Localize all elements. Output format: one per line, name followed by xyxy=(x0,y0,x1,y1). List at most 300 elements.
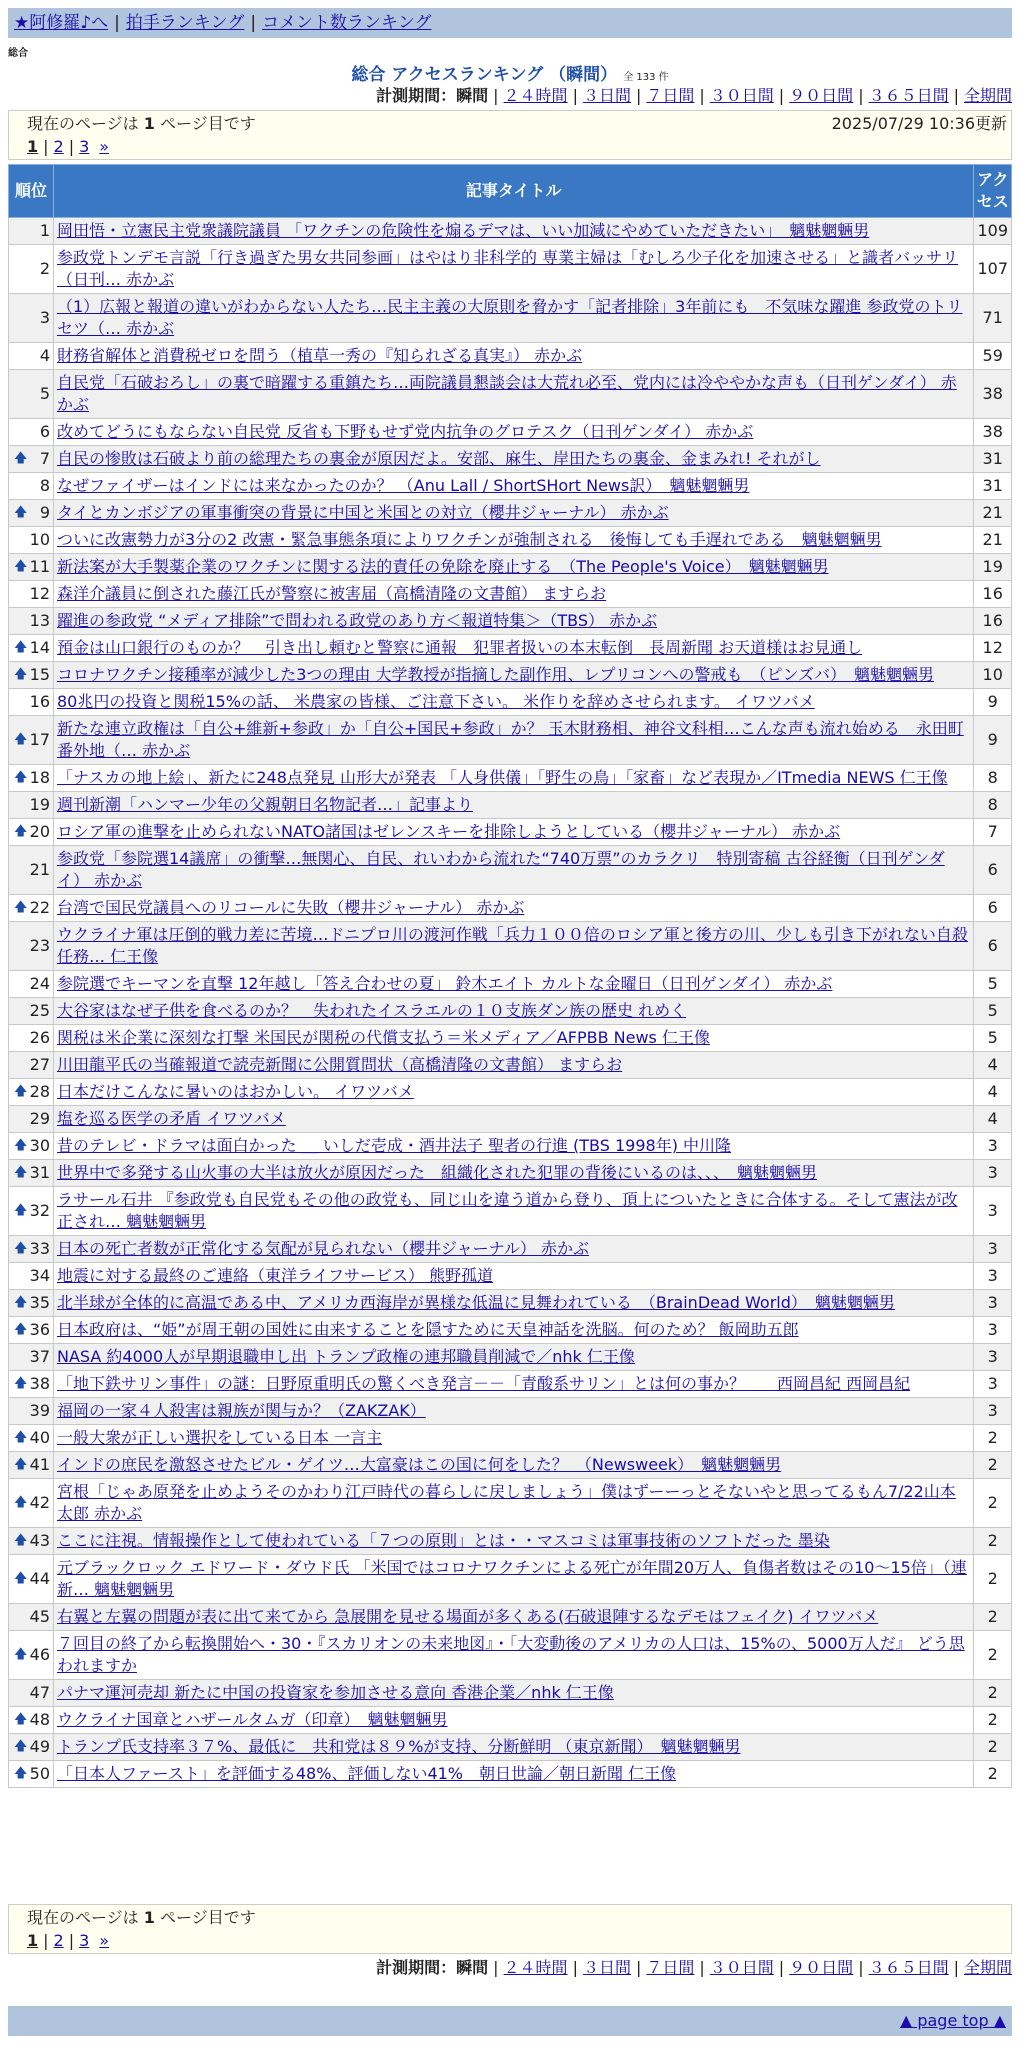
article-link[interactable]: 「ナスカの地上絵」、新たに248点発見 山形大が発表 「人身供儀」「野生の鳥」「家畜」など表現か／ITmedia NEWS 仁王像 xyxy=(57,768,948,787)
period-link-0[interactable]: ２４時間 xyxy=(503,1958,568,1977)
table-row xyxy=(9,1631,1012,1680)
access-count: 2 xyxy=(974,1452,1012,1479)
up-arrow-icon: 🡅 xyxy=(14,559,28,574)
rank-cell xyxy=(9,846,54,895)
article-link[interactable]: 地震に対する最終のご連絡（東洋ライフサービス） 熊野孤道 xyxy=(57,1266,494,1285)
rank-number: 36 xyxy=(29,1320,50,1339)
article-link[interactable]: 参政党「参院選14議席」の衝撃…無関心、自民、れいわから流れた“740万票”のカラクリ 特別寄稿 古谷経衡（日刊ゲンダイ） 赤かぶ xyxy=(57,849,945,890)
period-link-6[interactable]: 全期間 xyxy=(963,86,1012,105)
access-count: 21 xyxy=(974,527,1012,554)
rank-number: 41 xyxy=(29,1455,50,1474)
article-link[interactable]: ７回目の終了から転換開始へ・30・『スカリオンの未来地図』・「大変動後のアメリカの人口は、15%の、5000万人だ』 どう思われますか xyxy=(57,1634,965,1675)
access-count: 16 xyxy=(974,608,1012,635)
page-info-top xyxy=(8,110,1012,160)
title-cell xyxy=(54,1371,974,1398)
pager-next-link[interactable]: » xyxy=(99,1931,110,1950)
title-cell xyxy=(54,689,974,716)
article-link[interactable]: 日本の死亡者数が正常化する気配が見られない（櫻井ジャーナル） 赤かぶ xyxy=(57,1239,589,1258)
article-link[interactable]: （1）広報と報道の違いがわからない人たち…民主主義の大原則を脅かす「記者排除」3年前にも 不気味な躍進 参政党のトリセツ（… 赤かぶ xyxy=(57,297,963,338)
article-link[interactable]: 塩を巡る医学の矛盾 イワツバメ xyxy=(57,1109,286,1128)
article-link[interactable]: 昔のテレビ・ドラマは面白かった ＿ いしだ壱成・酒井法子 聖者の行進 (TBS 1998年) 中川隆 xyxy=(57,1136,732,1155)
rank-number: 33 xyxy=(29,1239,50,1258)
ranking-table xyxy=(8,164,1012,1788)
up-arrow-icon: 🡅 xyxy=(14,1571,28,1586)
up-arrow-icon: 🡅 xyxy=(14,1533,28,1548)
rank-number: 45 xyxy=(29,1607,50,1626)
table-row xyxy=(9,473,1012,500)
period-separator: | xyxy=(572,1958,578,1977)
table-row xyxy=(9,343,1012,370)
title-cell xyxy=(54,294,974,343)
rank-cell xyxy=(9,1263,54,1290)
period-separator: | xyxy=(778,86,785,105)
article-link[interactable]: 日本だけこんなに暑いのはおかしい。 イワツバメ xyxy=(57,1082,414,1101)
rank-number: 35 xyxy=(29,1293,50,1312)
rank-cell xyxy=(9,218,54,245)
rank-number: 25 xyxy=(29,1001,50,1020)
rank-number: 22 xyxy=(29,898,50,917)
up-arrow-icon: 🡅 xyxy=(14,824,28,839)
article-link[interactable]: 元ブラックロック エドワード・ダウド氏 「米国ではコロナワクチンによる死亡が年間20万人、負傷者数はその10～15倍」（連新… 魑魅魍魎男 xyxy=(57,1558,967,1599)
rank-cell xyxy=(9,792,54,819)
title-cell xyxy=(54,446,974,473)
table-row xyxy=(9,635,1012,662)
page-status-prefix: 現在のページは xyxy=(27,114,144,133)
table-row xyxy=(9,1452,1012,1479)
title-cell xyxy=(54,554,974,581)
up-arrow-icon: 🡅 xyxy=(14,505,28,520)
article-link[interactable]: ラサール石井 『参政党も自民党もその他の政党も、同じ山を違う道から登り、頂上についたときに合体する。そして憲法が改正され… 魑魅魍魎男 xyxy=(57,1190,958,1231)
rank-number: 6 xyxy=(39,422,50,441)
rank-number: 43 xyxy=(29,1531,50,1550)
access-count: 71 xyxy=(974,294,1012,343)
page-title: 総合 アクセスランキング （瞬間） xyxy=(351,65,618,85)
bottom-bar xyxy=(8,2006,1012,2036)
page-status-number: 1 xyxy=(143,114,155,133)
rank-number: 42 xyxy=(29,1493,50,1512)
article-link[interactable]: 新法案が大手製薬企業のワクチンに関する法的責任の免除を廃止する （The People's Voice） 魑魅魍魎男 xyxy=(57,557,829,576)
ranking-table-body xyxy=(9,218,1012,1788)
pager-link-2[interactable]: 2 xyxy=(53,137,64,156)
article-link[interactable]: 関税は米企業に深刻な打撃 米国民が関税の代償支払う＝米メディア／AFPBB News 仁王像 xyxy=(57,1028,710,1047)
table-row xyxy=(9,1079,1012,1106)
rank-number: 44 xyxy=(29,1569,50,1588)
category-label: 総合 xyxy=(8,48,28,59)
period-separator: | xyxy=(953,86,959,105)
comment-ranking-link[interactable]: コメント数ランキング xyxy=(262,13,432,33)
title-cell xyxy=(54,1734,974,1761)
column-header-label: 順位 xyxy=(14,181,47,200)
rank-number: 19 xyxy=(29,795,50,814)
period-separator: | xyxy=(778,1958,785,1977)
pager-link-3[interactable]: 3 xyxy=(79,137,90,156)
article-link[interactable]: ついに改憲勢力が3分の2 改憲・緊急事態条項によりワクチンが強制される 後悔しても手遅れである 魑魅魍魎男 xyxy=(57,530,882,549)
access-count: 7 xyxy=(974,819,1012,846)
period-link-5[interactable]: ３６５日間 xyxy=(868,86,949,105)
rank-number: 30 xyxy=(29,1136,50,1155)
table-row xyxy=(9,1263,1012,1290)
period-link-2[interactable]: ７日間 xyxy=(646,1958,695,1977)
title-cell xyxy=(54,1452,974,1479)
rank-cell xyxy=(9,765,54,792)
article-link[interactable]: 改めてどうにもならない自民党 反省も下野もせず党内抗争のグロテスク（日刊ゲンダイ） 赤かぶ xyxy=(57,422,754,441)
title-cell xyxy=(54,1479,974,1528)
access-count: 109 xyxy=(974,218,1012,245)
rank-cell xyxy=(9,245,54,294)
access-count: 2 xyxy=(974,1680,1012,1707)
article-link[interactable]: パナマ運河売却 新たに中国の投資家を参加させる意向 香港企業／nhk 仁王像 xyxy=(57,1683,614,1702)
pager-next-link[interactable]: » xyxy=(99,137,110,156)
rank-cell xyxy=(9,1317,54,1344)
title-cell xyxy=(54,608,974,635)
up-arrow-icon: 🡅 xyxy=(14,1241,28,1256)
access-count: 3 xyxy=(974,1317,1012,1344)
title-cell xyxy=(54,1052,974,1079)
rank-number: 18 xyxy=(29,768,50,787)
column-header-rank xyxy=(9,165,54,218)
rank-cell xyxy=(9,1680,54,1707)
rank-cell xyxy=(9,343,54,370)
title-cell xyxy=(54,1604,974,1631)
table-row xyxy=(9,1425,1012,1452)
article-link[interactable]: ウクライナ国章とハザールタムガ（印章） 魑魅魍魎男 xyxy=(57,1710,448,1729)
rank-number: 29 xyxy=(29,1109,50,1128)
table-row xyxy=(9,218,1012,245)
table-row xyxy=(9,1133,1012,1160)
rank-number: 47 xyxy=(29,1683,50,1702)
title-cell xyxy=(54,218,974,245)
access-count: 4 xyxy=(974,1052,1012,1079)
access-count: 31 xyxy=(974,446,1012,473)
article-link[interactable]: ウクライナ軍は圧倒的戦力差に苦境…ドニプロ川の渡河作戦「兵力１００倍のロシア軍と後方の川、少しも引き下がれない自殺任務… 仁王像 xyxy=(57,925,968,966)
article-link[interactable]: インドの庶民を激怒させたビル・ゲイツ…大富豪はこの国に何をした？ （Newsweek） 魑魅魍魎男 xyxy=(57,1455,782,1474)
pager xyxy=(27,137,1001,157)
table-row xyxy=(9,895,1012,922)
rank-cell xyxy=(9,922,54,971)
rank-cell xyxy=(9,1734,54,1761)
table-row xyxy=(9,1528,1012,1555)
title-cell xyxy=(54,1025,974,1052)
article-link[interactable]: 一般大衆が正しい選択をしている日本 一言主 xyxy=(57,1428,383,1447)
access-count: 3 xyxy=(974,1398,1012,1425)
article-link[interactable]: 川田龍平氏の当確報道で読売新聞に公開質問状（高橋清隆の文書館） ますらお xyxy=(57,1055,623,1074)
table-row xyxy=(9,581,1012,608)
table-row xyxy=(9,500,1012,527)
column-header-access xyxy=(974,165,1012,218)
up-arrow-icon: 🡅 xyxy=(14,1712,28,1727)
rank-number: 27 xyxy=(29,1055,50,1074)
article-link[interactable]: 財務省解体と消費税ゼロを問う（植草一秀の『知られざる真実』） 赤かぶ xyxy=(57,346,583,365)
article-link[interactable]: 参院選でキーマンを直撃 12年越し「答え合わせの夏」 鈴木エイト カルトな金曜日（日刊ゲンダイ） 赤かぶ xyxy=(57,974,833,993)
table-row xyxy=(9,1106,1012,1133)
rank-number: 8 xyxy=(39,476,50,495)
article-link[interactable]: ロシア軍の進撃を止められないNATO諸国はゼレンスキーを排除しようとしている（櫻井ジャーナル） 赤かぶ xyxy=(57,822,841,841)
title-cell xyxy=(54,1631,974,1680)
rank-number: 16 xyxy=(29,692,50,711)
rank-cell xyxy=(9,527,54,554)
article-link[interactable]: コロナワクチン接種率が減少した3つの理由 大学教授が指摘した副作用、レプリコンへの警戒も （ピンズバ） 魑魅魍魎男 xyxy=(57,665,935,684)
rank-cell xyxy=(9,1025,54,1052)
article-link[interactable]: 世界中で多発する山火事の大半は放火が原因だった 組織化された犯罪の背後にいるのは、、、 魑魅魍魎男 xyxy=(57,1163,818,1182)
rank-number: 34 xyxy=(29,1266,50,1285)
period-link-1[interactable]: ３日間 xyxy=(582,1958,631,1977)
table-row xyxy=(9,765,1012,792)
table-row xyxy=(9,1187,1012,1236)
access-count: 59 xyxy=(974,343,1012,370)
table-row xyxy=(9,1398,1012,1425)
period-link-5[interactable]: ３６５日間 xyxy=(868,1958,949,1977)
access-count: 6 xyxy=(974,922,1012,971)
article-link[interactable]: タイとカンボジアの軍事衝突の背景に中国と米国との対立（櫻井ジャーナル） 赤かぶ xyxy=(57,503,669,522)
table-row xyxy=(9,1734,1012,1761)
access-count: 9 xyxy=(974,689,1012,716)
rank-cell xyxy=(9,1479,54,1528)
access-count: 2 xyxy=(974,1528,1012,1555)
column-header-label: アク セス xyxy=(976,170,1009,211)
period-separator: | xyxy=(635,1958,642,1977)
access-count: 5 xyxy=(974,998,1012,1025)
table-row xyxy=(9,689,1012,716)
rank-cell xyxy=(9,998,54,1025)
access-count: 8 xyxy=(974,765,1012,792)
up-arrow-icon: 🡅 xyxy=(14,1457,28,1472)
rank-cell xyxy=(9,1290,54,1317)
rank-cell xyxy=(9,554,54,581)
article-link[interactable]: 福岡の一家４人殺害は親族が関与か？（ZAKZAK） xyxy=(57,1401,426,1420)
table-row xyxy=(9,716,1012,765)
table-row xyxy=(9,971,1012,998)
article-link[interactable]: 岡田悟・立憲民主党衆議院議員 「ワクチンの危険性を煽るデマは、いい加減にやめていただきたい」 魑魅魍魎男 xyxy=(57,221,870,240)
up-arrow-icon: 🡅 xyxy=(14,1203,28,1218)
access-count: 3 xyxy=(974,1344,1012,1371)
rank-cell xyxy=(9,1236,54,1263)
period-separator: | xyxy=(858,1958,864,1977)
rank-number: 48 xyxy=(29,1710,50,1729)
title-cell xyxy=(54,370,974,419)
page-status-suffix: ページ目です xyxy=(154,1908,256,1927)
access-count: 3 xyxy=(974,1133,1012,1160)
access-count: 4 xyxy=(974,1079,1012,1106)
article-link[interactable]: 右翼と左翼の問題が表に出て来てから 急展開を見せる場面が多くある(石破退陣するなデモはフェイク) イワツバメ xyxy=(57,1607,879,1626)
rank-number: 9 xyxy=(39,503,50,522)
rank-cell xyxy=(9,1604,54,1631)
rank-number: 38 xyxy=(29,1374,50,1393)
rank-number: 12 xyxy=(29,584,50,603)
table-row xyxy=(9,1761,1012,1788)
access-count: 2 xyxy=(974,1479,1012,1528)
title-cell xyxy=(54,1761,974,1788)
table-row xyxy=(9,608,1012,635)
rank-number: 46 xyxy=(29,1645,50,1664)
up-arrow-icon: 🡅 xyxy=(14,1165,28,1180)
table-row xyxy=(9,1371,1012,1398)
period-link-6[interactable]: 全期間 xyxy=(963,1958,1012,1977)
title-cell xyxy=(54,922,974,971)
article-link[interactable]: 宮根「じゃあ原発を止めようそのかわり江戸時代の暮らしに戻しましょう」僕はずーーっとそないやと思ってるもん7/22山本太郎 赤かぶ xyxy=(57,1482,956,1523)
period-separator: | xyxy=(699,86,705,105)
pager-link-2[interactable]: 2 xyxy=(53,1931,64,1950)
rank-cell xyxy=(9,446,54,473)
title-cell xyxy=(54,1290,974,1317)
rank-cell xyxy=(9,1528,54,1555)
rank-cell xyxy=(9,1761,54,1788)
period-separator: | xyxy=(635,86,642,105)
article-link[interactable]: 大谷家はなぜ子供を食べるのか？ 失われたイスラエルの１０支族ダン族の歴史 れめく xyxy=(57,1001,687,1020)
table-row xyxy=(9,1707,1012,1734)
up-arrow-icon: 🡅 xyxy=(14,1322,28,1337)
access-count: 19 xyxy=(974,554,1012,581)
access-count: 21 xyxy=(974,500,1012,527)
article-link[interactable]: ここに注視。情報操作として使われている「７つの原則」とは・・マスコミは軍事技術のソフトだった 墨染 xyxy=(57,1531,830,1550)
rank-cell xyxy=(9,1344,54,1371)
pager-separator: | xyxy=(43,137,49,156)
hakushu-ranking-link[interactable]: 拍手ランキング xyxy=(125,13,245,33)
title-cell xyxy=(54,662,974,689)
article-link[interactable]: 北半球が全体的に高温である中、アメリカ西海岸が異様な低温に見舞われている （BrainDead World） 魑魅魍魎男 xyxy=(57,1293,895,1312)
table-row xyxy=(9,554,1012,581)
period-selector-bottom xyxy=(376,1958,1012,1978)
rank-number: 32 xyxy=(29,1201,50,1220)
up-arrow-icon: 🡅 xyxy=(14,1295,28,1310)
title-cell xyxy=(54,1680,974,1707)
article-link[interactable]: 自民の惨敗は石破より前の総理たちの裏金が原因だよ。安部、麻生、岸田たちの裏金、金まみれ! それがし xyxy=(57,449,821,468)
title-cell xyxy=(54,1707,974,1734)
article-link[interactable]: 日本政府は、“姫”が周王朝の国姓に由来することを隠すために天皇神話を洗脳。何のため？ 飯岡助五郎 xyxy=(57,1320,799,1339)
access-count: 9 xyxy=(974,716,1012,765)
period-link-4[interactable]: ９０日間 xyxy=(789,1958,854,1977)
rank-cell xyxy=(9,819,54,846)
rank-number: 5 xyxy=(39,384,50,403)
pager-separator: | xyxy=(68,1931,75,1950)
rank-cell xyxy=(9,716,54,765)
article-link[interactable]: 自民党「石破おろし」の裏で暗躍する重鎮たち…両院議員懇談会は大荒れ必至、党内には冷ややかな声も（日刊ゲンダイ） 赤かぶ xyxy=(57,373,957,414)
access-count: 3 xyxy=(974,1263,1012,1290)
pager-separator: | xyxy=(68,137,75,156)
title-cell xyxy=(54,1160,974,1187)
article-link[interactable]: 預金は山口銀行のものか？ 引き出し頼むと警察に通報 犯罪者扱いの本末転倒 長周新聞 お天道様はお見通し xyxy=(57,638,863,657)
access-count: 2 xyxy=(974,1555,1012,1604)
table-row xyxy=(9,1317,1012,1344)
title-cell xyxy=(54,819,974,846)
article-link[interactable]: 「日本人ファースト」を評価する48%、評価しない41% 朝日世論／朝日新聞 仁王像 xyxy=(57,1764,677,1783)
up-arrow-icon: 🡅 xyxy=(14,1084,28,1099)
title-cell xyxy=(54,1106,974,1133)
article-link[interactable]: 80兆円の投資と関税15%の話、 米農家の皆様、ご注意下さい。 米作りを辞めさせられます。 イワツバメ xyxy=(57,692,815,711)
title-cell xyxy=(54,581,974,608)
period-link-3[interactable]: ３０日間 xyxy=(709,86,774,105)
up-arrow-icon: 🡅 xyxy=(14,1766,28,1781)
period-link-3[interactable]: ３０日間 xyxy=(709,1958,774,1977)
rank-number: 37 xyxy=(29,1347,50,1366)
rank-cell xyxy=(9,1555,54,1604)
rank-cell xyxy=(9,608,54,635)
access-count: 38 xyxy=(974,370,1012,419)
article-link[interactable]: なぜファイザーはインドには来なかったのか？ （Anu Lall / ShortSHort News訳） 魑魅魍魎男 xyxy=(57,476,750,495)
top-nav-bar xyxy=(8,8,1012,38)
rank-cell xyxy=(9,500,54,527)
article-link[interactable]: NASA 約4000人が早期退職申し出 トランプ政権の連邦職員削減で／nhk 仁王像 xyxy=(57,1347,635,1366)
access-count: 2 xyxy=(974,1707,1012,1734)
item-count: 全 133 件 xyxy=(623,72,669,83)
period-link-2[interactable]: ７日間 xyxy=(646,86,695,105)
article-link[interactable]: 台湾で国民党議員へのリコールに失敗（櫻井ジャーナル） 赤かぶ xyxy=(57,898,525,917)
access-count: 3 xyxy=(974,1371,1012,1398)
table-row xyxy=(9,819,1012,846)
rank-cell xyxy=(9,971,54,998)
access-count: 31 xyxy=(974,473,1012,500)
period-link-1[interactable]: ３日間 xyxy=(582,86,631,105)
table-row xyxy=(9,1025,1012,1052)
access-count: 2 xyxy=(974,1734,1012,1761)
title-cell xyxy=(54,1187,974,1236)
page-top-link[interactable]: ▲ page top ▲ xyxy=(899,2011,1006,2030)
title-cell xyxy=(54,765,974,792)
period-separator: | xyxy=(953,1958,959,1977)
access-count: 3 xyxy=(974,1160,1012,1187)
period-separator: | xyxy=(858,86,864,105)
up-arrow-icon: 🡅 xyxy=(14,1739,28,1754)
period-link-4[interactable]: ９０日間 xyxy=(789,86,854,105)
access-count: 3 xyxy=(974,1290,1012,1317)
article-link[interactable]: 参政党トンデモ言説「行き過ぎた男女共同参画」はやはり非科学的 専業主婦は「むしろ少子化を加速させる」と識者バッサリ（日刊… 赤かぶ xyxy=(57,248,959,289)
article-link[interactable]: 新たな連立政権は「自公+維新+参政」か「自公+国民+参政」か？ 玉木財務相、神谷文科相…こんな声も流れ始める 永田町番外地（… 赤かぶ xyxy=(57,719,964,760)
access-count: 107 xyxy=(974,245,1012,294)
nav-separator: | xyxy=(114,13,120,33)
up-arrow-icon: 🡅 xyxy=(14,1138,28,1153)
access-count: 10 xyxy=(974,662,1012,689)
rank-cell xyxy=(9,1160,54,1187)
rank-number: 1 xyxy=(39,221,50,240)
period-separator: | xyxy=(572,86,578,105)
period-separator: | xyxy=(493,1958,499,1977)
table-row xyxy=(9,1479,1012,1528)
rank-cell xyxy=(9,1425,54,1452)
rank-number: 3 xyxy=(39,308,50,327)
rank-number: 10 xyxy=(29,530,50,549)
table-row xyxy=(9,370,1012,419)
table-row xyxy=(9,1604,1012,1631)
period-current: 瞬間 xyxy=(456,86,489,105)
up-arrow-icon: 🡅 xyxy=(14,732,28,747)
access-count: 2 xyxy=(974,1604,1012,1631)
home-link[interactable]: ★阿修羅♪へ xyxy=(14,13,109,33)
article-link[interactable]: 躍進の参政党 “メディア排除”で問われる政党のあり方＜報道特集＞（TBS） 赤かぶ xyxy=(57,611,658,630)
access-count: 5 xyxy=(974,971,1012,998)
title-cell xyxy=(54,895,974,922)
up-arrow-icon: 🡅 xyxy=(14,451,28,466)
column-header-title: 記事タイトル xyxy=(54,165,974,218)
period-label: 計測期間： xyxy=(376,1958,457,1977)
table-row xyxy=(9,792,1012,819)
pager-separator: | xyxy=(43,1931,49,1950)
title-cell xyxy=(54,635,974,662)
up-arrow-icon: 🡅 xyxy=(14,1647,28,1662)
article-link[interactable]: トランプ氏支持率３７%、最低に 共和党は８９%が支持、分断鮮明 （東京新聞） 魑魅魍魎男 xyxy=(57,1737,741,1756)
article-link[interactable]: 週刊新潮「ハンマー少年の父親朝日名物記者…」記事より xyxy=(57,795,474,814)
period-link-0[interactable]: ２４時間 xyxy=(503,86,568,105)
article-link[interactable]: 森洋介議員に倒された藤江氏が警察に被害届（高橋清隆の文書館） ますらお xyxy=(57,584,607,603)
rank-number: 39 xyxy=(29,1401,50,1420)
article-link[interactable]: 「地下鉄サリン事件」の謎：日野原重明氏の驚くべき発言－－「青酸系サリン」とは何の事か？ 西岡昌紀 西岡昌紀 xyxy=(57,1374,911,1393)
access-count: 38 xyxy=(974,419,1012,446)
pager-link-3[interactable]: 3 xyxy=(79,1931,90,1950)
rank-cell xyxy=(9,294,54,343)
period-current: 瞬間 xyxy=(456,1958,489,1977)
table-row xyxy=(9,1236,1012,1263)
rank-cell xyxy=(9,1133,54,1160)
title-cell xyxy=(54,245,974,294)
rank-cell xyxy=(9,1052,54,1079)
